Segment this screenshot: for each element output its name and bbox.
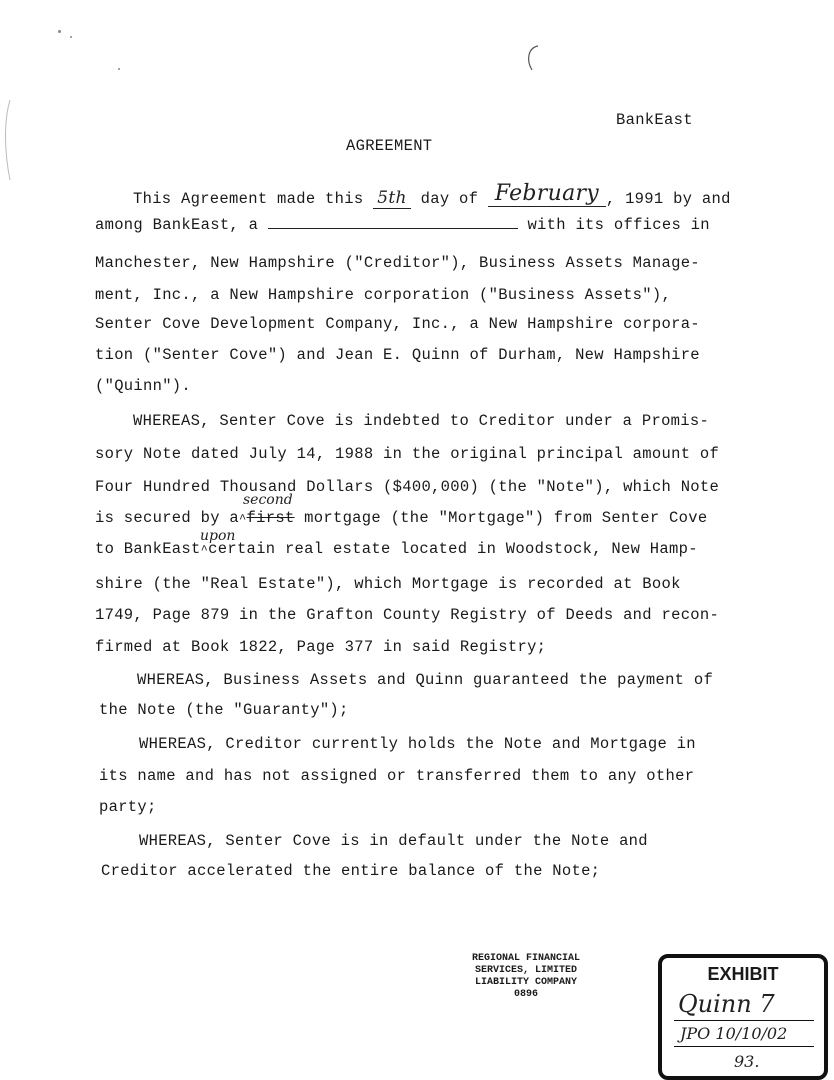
opening-text: among BankEast, a xyxy=(95,216,259,234)
handwritten-insert-second: second xyxy=(243,492,293,508)
handwritten-day: 5th xyxy=(373,188,411,209)
whereas-1-line-1: WHEREAS, Senter Cove is indebted to Creditor under a Promis- xyxy=(133,412,710,430)
whereas-text: is secured by a xyxy=(95,509,240,527)
bates-line: SERVICES, LIMITED xyxy=(474,965,578,976)
whereas-4-line-1: WHEREAS, Senter Cove is in default under the Note and xyxy=(139,832,648,850)
opening-line-7: ("Quinn"). xyxy=(95,377,192,395)
bates-line: LIABILITY COMPANY xyxy=(474,977,578,988)
exhibit-rule xyxy=(674,1020,814,1021)
handwritten-exhibit-name: Quinn 7 xyxy=(678,990,775,1018)
scan-speck xyxy=(118,68,120,70)
exhibit-rule xyxy=(674,1046,814,1047)
opening-line-6: tion ("Senter Cove") and Jean E. Quinn of Durham, New Hampshire xyxy=(95,346,700,364)
scan-mark xyxy=(520,42,544,76)
whereas-1-line-2: sory Note dated July 14, 1988 in the original principal amount of xyxy=(95,445,720,463)
bank-name: BankEast xyxy=(616,111,693,129)
caret-mark: ^ xyxy=(239,512,247,526)
bates-number: 0896 xyxy=(513,989,538,1000)
opening-line-2 xyxy=(95,214,710,234)
whereas-2-line-1: WHEREAS, Business Assets and Quinn guaranteed the payment of xyxy=(137,671,714,689)
whereas-3-line-2: its name and has not assigned or transferred them to any other xyxy=(99,767,695,785)
exhibit-title: EXHIBIT xyxy=(707,964,779,984)
scan-speck xyxy=(58,30,61,33)
handwritten-insert-upon: upon xyxy=(200,528,236,544)
whereas-1-line-3: Four Hundred Thousand Dollars ($400,000) (the "Note"), which Note xyxy=(95,478,720,496)
handwritten-month: February xyxy=(488,181,606,207)
scan-speck xyxy=(70,36,72,38)
scan-edge-mark xyxy=(0,100,14,180)
whereas-3-line-3: party; xyxy=(99,798,157,816)
handwritten-page-mark: 93. xyxy=(734,1052,760,1071)
whereas-3-line-1: WHEREAS, Creditor currently holds the Note and Mortgage in xyxy=(139,735,696,753)
whereas-text: mortgage (the "Mortgage") from Senter Cove xyxy=(294,509,708,527)
opening-text: This Agreement made this xyxy=(133,190,364,208)
document-title: AGREEMENT xyxy=(346,137,433,155)
bates-line: REGIONAL FINANCIAL xyxy=(471,953,581,964)
opening-line-4: ment, Inc., a New Hampshire corporation ("Business Assets"), xyxy=(95,286,672,304)
bates-footer xyxy=(468,953,584,1001)
whereas-2-line-2: the Note (the "Guaranty"); xyxy=(99,701,349,719)
whereas-text: certain real estate located in Woodstock, New Hamp- xyxy=(208,540,698,558)
opening-line-5: Senter Cove Development Company, Inc., a New Hampshire corpora- xyxy=(95,315,700,333)
opening-text: day of xyxy=(420,190,479,208)
whereas-1-line-8: firmed at Book 1822, Page 377 in said Registry; xyxy=(95,638,547,656)
whereas-1-line-7: 1749, Page 879 in the Grafton County Registry of Deeds and recon- xyxy=(95,606,720,624)
whereas-text: to BankEast xyxy=(95,540,201,558)
opening-text: , 1991 by and xyxy=(605,190,731,208)
handwritten-exhibit-initials: JPO 10/10/02 xyxy=(680,1024,788,1043)
whereas-1-line-6: shire (the "Real Estate"), which Mortgage is recorded at Book xyxy=(95,575,681,593)
opening-text: with its offices in xyxy=(527,216,710,234)
caret-mark: ^ xyxy=(200,543,209,557)
struck-word-first: first xyxy=(246,509,295,527)
entity-type-blank xyxy=(268,214,518,229)
whereas-4-line-2: Creditor accelerated the entire balance of the Note; xyxy=(101,862,601,880)
whereas-1-line-4 xyxy=(95,509,707,527)
opening-line-3: Manchester, New Hampshire ("Creditor"), Business Assets Manage- xyxy=(95,254,700,272)
whereas-1-line-5 xyxy=(95,540,698,558)
opening-line-1 xyxy=(133,181,731,210)
